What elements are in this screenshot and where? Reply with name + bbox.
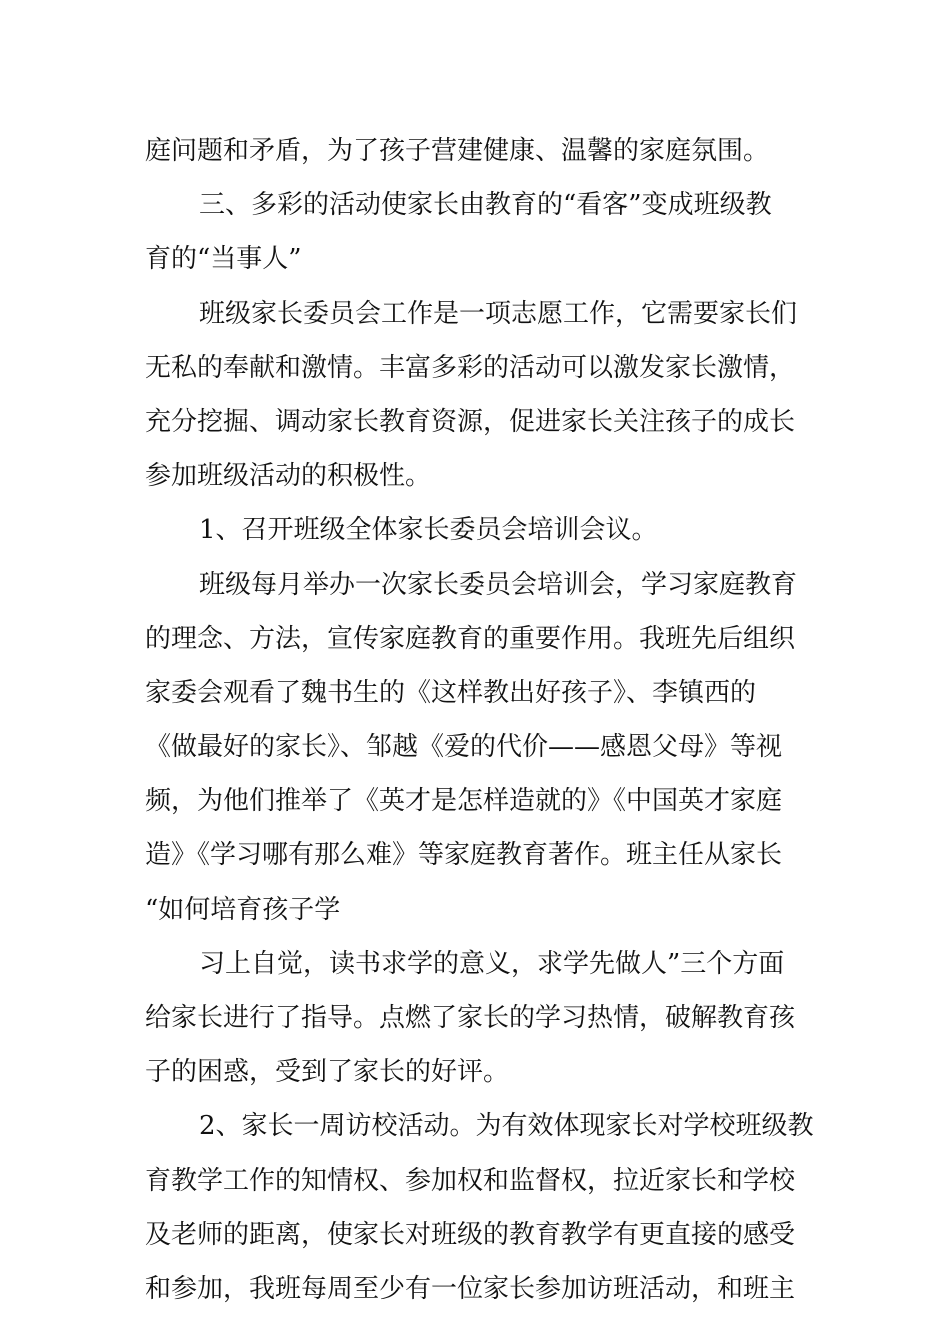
- text-line: 2、家长一周访校活动。为有效体现家长对学校班级教: [199, 1111, 814, 1142]
- text-line: “如何培育孩子学: [145, 894, 341, 925]
- text-line: 子的困惑，受到了家长的好评。: [145, 1057, 510, 1088]
- text-line: 习上自觉，读书求学的意义，求学先做人”三个方面: [199, 948, 785, 979]
- text-line: 充分挖掘、调动家长教育资源，促进家长关注孩子的成长: [145, 406, 796, 437]
- text-line: 给家长进行了指导。点燃了家长的学习热情，破解教育孩: [145, 1003, 796, 1033]
- text-line: 育教学工作的知情权、参加权和监督权，拉近家长和学校: [145, 1165, 796, 1196]
- text-line: 造》《学习哪有那么难》等家庭教育著作。班主任从家长: [145, 840, 783, 871]
- text-line: 无私的奉献和激情。丰富多彩的活动可以激发家长激情，: [145, 352, 796, 383]
- body-text: [145, 124, 814, 1316]
- text-line: 《做最好的家长》、邹越《爱的代价——感恩父母》等视: [145, 732, 783, 763]
- text-line: 班级家长委员会工作是一项志愿工作，它需要家长们: [199, 298, 798, 329]
- text-line: 育的“当事人”: [145, 244, 302, 275]
- text-line: 的理念、方法，宣传家庭教育的重要作用。我班先后组织: [145, 623, 796, 654]
- text-line: 庭问题和矛盾，为了孩子营建健康、温馨的家庭氛围。: [145, 136, 770, 166]
- text-line: 家委会观看了魏书生的《这样教出好孩子》、李镇西的: [145, 677, 757, 708]
- text-line: 1、召开班级全体家长委员会培训会议。: [199, 515, 658, 546]
- text-line: 及老师的距离，使家长对班级的教育教学有更直接的感受: [145, 1219, 796, 1250]
- text-line: 三、多彩的活动使家长由教育的“看客”变成班级教: [199, 190, 772, 221]
- text-line: 频，为他们推举了《英才是怎样造就的》《中国英才家庭: [145, 786, 783, 817]
- text-line: 班级每月举办一次家长委员会培训会，学习家庭教育: [199, 569, 798, 600]
- text-line: 参加班级活动的积极性。: [145, 461, 432, 492]
- text-line: 和参加，我班每周至少有一位家长参加访班活动，和班主: [145, 1273, 796, 1304]
